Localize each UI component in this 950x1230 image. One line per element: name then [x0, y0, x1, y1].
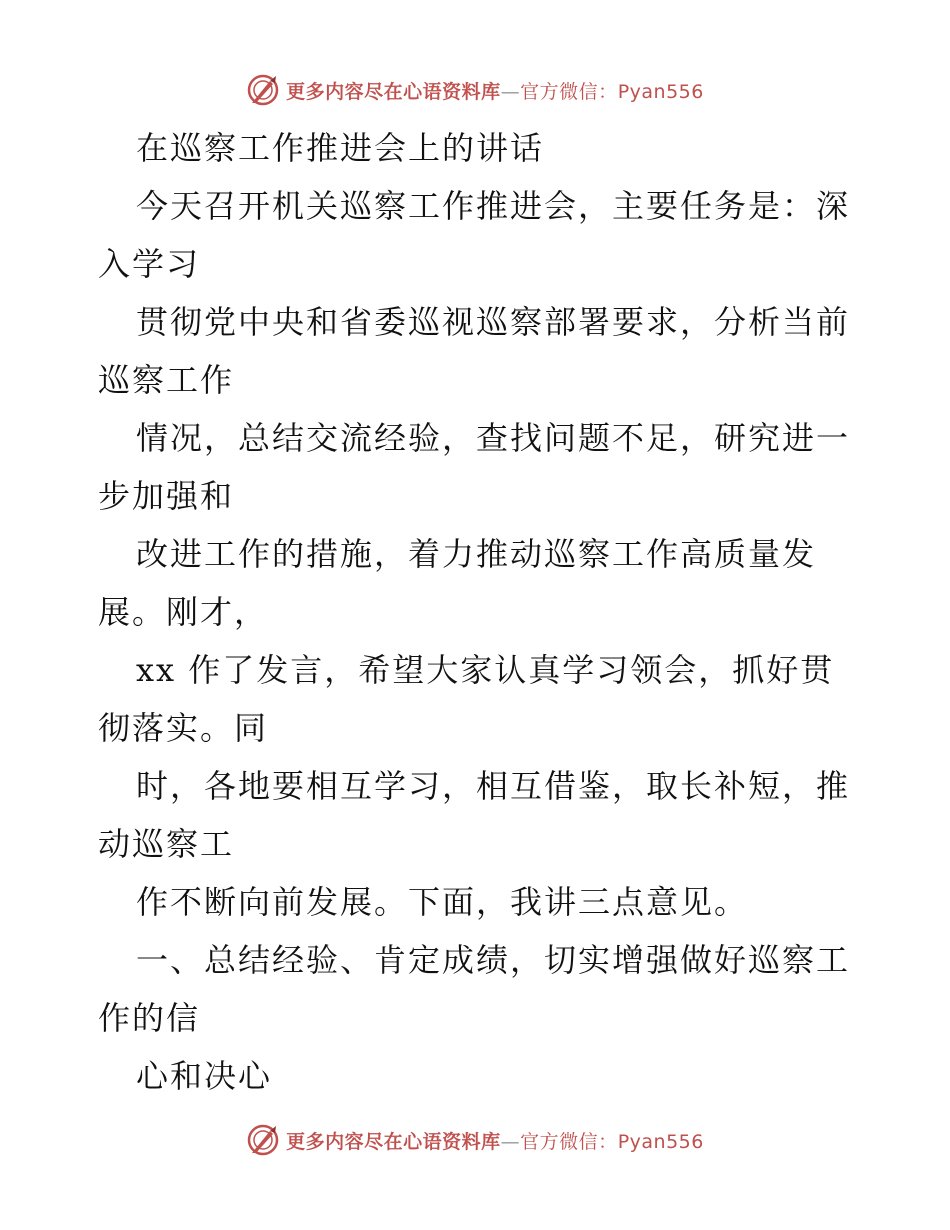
quill-logo-icon	[246, 73, 280, 107]
watermark-separator: —	[500, 1130, 521, 1153]
doc-line: xx 作了发言，希望大家认真学习领会，抓好贯	[136, 651, 835, 689]
section-heading-cont: 作的信	[98, 999, 201, 1037]
doc-line: 入学习	[98, 245, 201, 283]
doc-line: 展。刚才，	[98, 593, 269, 631]
section-heading: 一、总结经验、肯定成绩，切实增强做好巡察工	[136, 941, 851, 979]
doc-line: 步加强和	[98, 477, 235, 515]
doc-line: 作不断向前发展。下面，我讲三点意见。	[136, 883, 749, 921]
document-body	[98, 119, 858, 1105]
doc-line: 改进工作的措施，着力推动巡察工作高质量发	[136, 535, 817, 573]
footer-watermark	[0, 1120, 950, 1160]
watermark-official: 官方微信：	[520, 80, 618, 103]
watermark-brand: 更多内容尽在心语资料库	[286, 1130, 501, 1153]
watermark-text	[286, 1127, 704, 1154]
watermark-handle: Pyan556	[617, 80, 704, 103]
watermark-official: 官方微信：	[520, 1130, 618, 1153]
watermark-brand: 更多内容尽在心语资料库	[286, 80, 501, 103]
doc-line: 彻落实。同	[98, 709, 269, 747]
quill-logo-icon	[246, 1123, 280, 1157]
section-heading-cont: 心和决心	[136, 1057, 273, 1095]
doc-line: 时，各地要相互学习，相互借鉴，取长补短，推	[136, 767, 851, 805]
watermark-text	[286, 77, 704, 104]
doc-title: 在巡察工作推进会上的讲话	[136, 129, 545, 167]
doc-line: 动巡察工	[98, 825, 235, 863]
doc-line: 情况，总结交流经验，查找问题不足，研究进一	[136, 419, 851, 457]
doc-line: 贯彻党中央和省委巡视巡察部署要求，分析当前	[136, 303, 851, 341]
watermark-handle: Pyan556	[617, 1130, 704, 1153]
doc-line: 今天召开机关巡察工作推进会，主要任务是：深	[136, 187, 851, 225]
header-watermark	[0, 70, 950, 110]
doc-line: 巡察工作	[98, 361, 235, 399]
watermark-separator: —	[500, 80, 521, 103]
